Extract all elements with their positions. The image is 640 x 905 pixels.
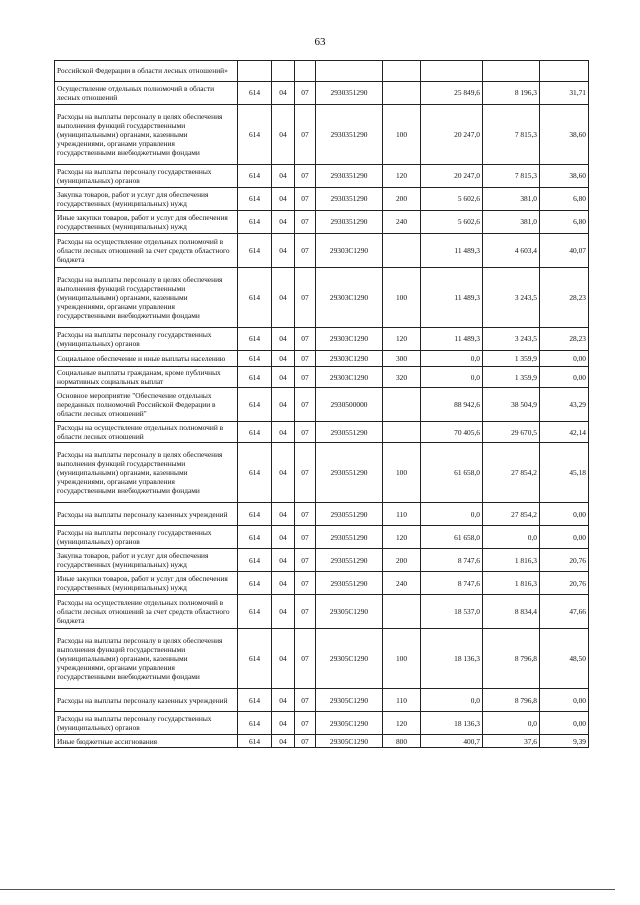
target-article-code: 2930551290 (316, 503, 383, 526)
table-row (55, 503, 589, 526)
subsection-code (295, 61, 316, 82)
expense-type-code: 110 (383, 689, 421, 712)
planned-amount: 61 658,0 (421, 443, 483, 503)
actual-amount: 29 670,5 (483, 422, 540, 443)
target-article-code: 2930351290 (316, 211, 383, 234)
table-row (55, 234, 589, 268)
execution-percent: 45,18 (540, 443, 589, 503)
row-name: Российской Федерации в области лесных отношений» (55, 61, 238, 82)
execution-percent: 0,00 (540, 367, 589, 388)
subsection-code: 07 (295, 165, 316, 188)
actual-amount: 1 816,3 (483, 572, 540, 595)
actual-amount: 3 243,5 (483, 268, 540, 328)
expense-type-code: 120 (383, 526, 421, 549)
table-row (55, 595, 589, 629)
expense-type-code: 800 (383, 735, 421, 748)
section-code: 04 (272, 188, 295, 211)
target-article-code: 29305С1290 (316, 595, 383, 629)
table-row (55, 572, 589, 595)
subsection-code: 07 (295, 549, 316, 572)
subsection-code: 07 (295, 351, 316, 367)
ved-code (238, 61, 272, 82)
target-article-code: 29305С1290 (316, 629, 383, 689)
subsection-code: 07 (295, 268, 316, 328)
table-row (55, 689, 589, 712)
target-article-code: 2930551290 (316, 572, 383, 595)
table-row (55, 526, 589, 549)
actual-amount: 38 504,9 (483, 388, 540, 422)
expense-type-code: 200 (383, 188, 421, 211)
target-article-code: 2930500000 (316, 388, 383, 422)
section-code: 04 (272, 165, 295, 188)
execution-percent: 42,14 (540, 422, 589, 443)
target-article-code (316, 61, 383, 82)
row-name: Иные закупки товаров, работ и услуг для обеспечения государственных (муниципальных) нужд (55, 572, 238, 595)
section-code: 04 (272, 503, 295, 526)
budget-table (54, 60, 589, 748)
execution-percent: 28,23 (540, 328, 589, 351)
subsection-code: 07 (295, 503, 316, 526)
row-name: Основное мероприятие "Обеспечение отдельных переданных полномочий Российской Федерации в области лесных отношений" (55, 388, 238, 422)
planned-amount: 11 489,3 (421, 328, 483, 351)
execution-percent: 31,71 (540, 82, 589, 105)
execution-percent: 0,00 (540, 526, 589, 549)
target-article-code: 2930351290 (316, 82, 383, 105)
row-name: Иные закупки товаров, работ и услуг для обеспечения государственных (муниципальных) нужд (55, 211, 238, 234)
planned-amount: 0,0 (421, 367, 483, 388)
actual-amount: 3 243,5 (483, 328, 540, 351)
table-body (55, 61, 589, 748)
actual-amount: 1 816,3 (483, 549, 540, 572)
planned-amount: 8 747,6 (421, 572, 483, 595)
ved-code: 614 (238, 82, 272, 105)
target-article-code: 29305С1290 (316, 735, 383, 748)
planned-amount: 0,0 (421, 689, 483, 712)
ved-code: 614 (238, 211, 272, 234)
actual-amount: 37,6 (483, 735, 540, 748)
ved-code: 614 (238, 234, 272, 268)
subsection-code: 07 (295, 367, 316, 388)
execution-percent: 40,07 (540, 234, 589, 268)
target-article-code: 29303С1290 (316, 328, 383, 351)
ved-code: 614 (238, 388, 272, 422)
actual-amount: 27 854,2 (483, 443, 540, 503)
ved-code: 614 (238, 422, 272, 443)
expense-type-code (383, 595, 421, 629)
section-code: 04 (272, 422, 295, 443)
section-code: 04 (272, 388, 295, 422)
ved-code: 614 (238, 572, 272, 595)
ved-code: 614 (238, 689, 272, 712)
planned-amount: 20 247,0 (421, 165, 483, 188)
target-article-code: 2930351290 (316, 105, 383, 165)
execution-percent: 0,00 (540, 712, 589, 735)
page-bottom-rule (0, 889, 615, 890)
planned-amount: 25 849,6 (421, 82, 483, 105)
expense-type-code: 200 (383, 549, 421, 572)
execution-percent: 38,60 (540, 105, 589, 165)
row-name: Расходы на выплаты персоналу государственных (муниципальных) органов (55, 712, 238, 735)
section-code: 04 (272, 629, 295, 689)
expense-type-code (383, 234, 421, 268)
row-name: Закупка товаров, работ и услуг для обеспечения государственных (муниципальных) нужд (55, 188, 238, 211)
subsection-code: 07 (295, 443, 316, 503)
row-name: Социальные выплаты гражданам, кроме публичных нормативных социальных выплат (55, 367, 238, 388)
section-code: 04 (272, 572, 295, 595)
table-row (55, 712, 589, 735)
row-name: Расходы на осуществление отдельных полномочий в области лесных отношений (55, 422, 238, 443)
expense-type-code: 120 (383, 165, 421, 188)
target-article-code: 29303С1290 (316, 234, 383, 268)
row-name: Расходы на выплаты персоналу в целях обеспечения выполнения функций государственными (муниципальными) органами, казенными учреждениями, органами управления государственными внебюджетными фондами (55, 629, 238, 689)
table-row (55, 629, 589, 689)
ved-code: 614 (238, 549, 272, 572)
planned-amount: 11 489,3 (421, 234, 483, 268)
subsection-code: 07 (295, 629, 316, 689)
expense-type-code: 300 (383, 351, 421, 367)
table-row (55, 351, 589, 367)
table-row (55, 268, 589, 328)
actual-amount: 0,0 (483, 712, 540, 735)
ved-code: 614 (238, 328, 272, 351)
expense-type-code: 100 (383, 105, 421, 165)
ved-code: 614 (238, 629, 272, 689)
actual-amount: 1 359,9 (483, 351, 540, 367)
planned-amount: 18 537,0 (421, 595, 483, 629)
section-code: 04 (272, 443, 295, 503)
section-code: 04 (272, 351, 295, 367)
ved-code: 614 (238, 712, 272, 735)
target-article-code: 2930551290 (316, 526, 383, 549)
section-code: 04 (272, 549, 295, 572)
row-name: Социальное обеспечение и иные выплаты населению (55, 351, 238, 367)
row-name: Расходы на выплаты персоналу в целях обеспечения выполнения функций государственными (муниципальными) органами, казенными учреждениями, органами управления государственными внебюджетными фондами (55, 105, 238, 165)
execution-percent: 43,29 (540, 388, 589, 422)
table-row (55, 328, 589, 351)
page-number: 63 (314, 36, 326, 48)
table-row (55, 82, 589, 105)
section-code: 04 (272, 82, 295, 105)
execution-percent (540, 61, 589, 82)
execution-percent: 20,76 (540, 572, 589, 595)
table-row (55, 211, 589, 234)
expense-type-code (383, 61, 421, 82)
ved-code: 614 (238, 503, 272, 526)
expense-type-code: 100 (383, 268, 421, 328)
section-code: 04 (272, 234, 295, 268)
table-row (55, 367, 589, 388)
planned-amount (421, 61, 483, 82)
subsection-code: 07 (295, 82, 316, 105)
planned-amount: 18 136,3 (421, 712, 483, 735)
target-article-code: 2930551290 (316, 443, 383, 503)
section-code (272, 61, 295, 82)
subsection-code: 07 (295, 211, 316, 234)
row-name: Закупка товаров, работ и услуг для обеспечения государственных (муниципальных) нужд (55, 549, 238, 572)
ved-code: 614 (238, 443, 272, 503)
subsection-code: 07 (295, 188, 316, 211)
section-code: 04 (272, 367, 295, 388)
subsection-code: 07 (295, 105, 316, 165)
ved-code: 614 (238, 367, 272, 388)
planned-amount: 8 747,6 (421, 549, 483, 572)
actual-amount: 381,0 (483, 188, 540, 211)
table-row (55, 735, 589, 748)
actual-amount: 381,0 (483, 211, 540, 234)
table-row (55, 388, 589, 422)
ved-code: 614 (238, 105, 272, 165)
subsection-code: 07 (295, 735, 316, 748)
table-row (55, 549, 589, 572)
actual-amount: 0,0 (483, 526, 540, 549)
execution-percent: 47,66 (540, 595, 589, 629)
actual-amount: 7 815,3 (483, 105, 540, 165)
expense-type-code: 120 (383, 328, 421, 351)
execution-percent: 28,23 (540, 268, 589, 328)
target-article-code: 29303С1290 (316, 351, 383, 367)
expense-type-code: 110 (383, 503, 421, 526)
section-code: 04 (272, 211, 295, 234)
planned-amount: 400,7 (421, 735, 483, 748)
row-name: Расходы на выплаты персоналу в целях обеспечения выполнения функций государственными (муниципальными) органами, казенными учреждениями, органами управления государственными внебюджетными фондами (55, 443, 238, 503)
table-row (55, 443, 589, 503)
expense-type-code (383, 422, 421, 443)
table-row (55, 422, 589, 443)
planned-amount: 5 602,6 (421, 188, 483, 211)
execution-percent: 38,60 (540, 165, 589, 188)
actual-amount: 8 196,3 (483, 82, 540, 105)
subsection-code: 07 (295, 595, 316, 629)
planned-amount: 0,0 (421, 351, 483, 367)
expense-type-code: 100 (383, 629, 421, 689)
expense-type-code: 120 (383, 712, 421, 735)
execution-percent: 6,80 (540, 211, 589, 234)
planned-amount: 20 247,0 (421, 105, 483, 165)
subsection-code: 07 (295, 328, 316, 351)
subsection-code: 07 (295, 388, 316, 422)
expense-type-code: 240 (383, 211, 421, 234)
row-name: Расходы на осуществление отдельных полномочий в области лесных отношений за счет средств областного бюджета (55, 595, 238, 629)
execution-percent: 0,00 (540, 503, 589, 526)
expense-type-code (383, 82, 421, 105)
ved-code: 614 (238, 526, 272, 549)
ved-code: 614 (238, 595, 272, 629)
table-row (55, 61, 589, 82)
target-article-code: 2930551290 (316, 422, 383, 443)
section-code: 04 (272, 268, 295, 328)
subsection-code: 07 (295, 422, 316, 443)
section-code: 04 (272, 689, 295, 712)
table-row (55, 105, 589, 165)
target-article-code: 2930551290 (316, 549, 383, 572)
row-name: Осуществление отдельных полномочий в области лесных отношений (55, 82, 238, 105)
ved-code: 614 (238, 351, 272, 367)
target-article-code: 29305С1290 (316, 689, 383, 712)
expense-type-code: 240 (383, 572, 421, 595)
row-name: Расходы на выплаты персоналу казенных учреждений (55, 503, 238, 526)
target-article-code: 2930351290 (316, 165, 383, 188)
execution-percent: 9,39 (540, 735, 589, 748)
section-code: 04 (272, 712, 295, 735)
subsection-code: 07 (295, 689, 316, 712)
execution-percent: 0,00 (540, 689, 589, 712)
actual-amount: 27 854,2 (483, 503, 540, 526)
ved-code: 614 (238, 268, 272, 328)
expense-type-code: 100 (383, 443, 421, 503)
row-name: Расходы на осуществление отдельных полномочий в области лесных отношений за счет средств областного бюджета (55, 234, 238, 268)
ved-code: 614 (238, 165, 272, 188)
section-code: 04 (272, 735, 295, 748)
target-article-code: 2930351290 (316, 188, 383, 211)
subsection-code: 07 (295, 526, 316, 549)
section-code: 04 (272, 328, 295, 351)
table-row (55, 188, 589, 211)
ved-code: 614 (238, 188, 272, 211)
section-code: 04 (272, 526, 295, 549)
row-name: Иные бюджетные ассигнования (55, 735, 238, 748)
planned-amount: 0,0 (421, 503, 483, 526)
actual-amount (483, 61, 540, 82)
row-name: Расходы на выплаты персоналу государственных (муниципальных) органов (55, 526, 238, 549)
ved-code: 614 (238, 735, 272, 748)
planned-amount: 70 405,6 (421, 422, 483, 443)
actual-amount: 8 796,8 (483, 629, 540, 689)
execution-percent: 20,76 (540, 549, 589, 572)
expense-type-code: 320 (383, 367, 421, 388)
row-name: Расходы на выплаты персоналу казенных учреждений (55, 689, 238, 712)
section-code: 04 (272, 595, 295, 629)
target-article-code: 29303С1290 (316, 367, 383, 388)
row-name: Расходы на выплаты персоналу государственных (муниципальных) органов (55, 328, 238, 351)
target-article-code: 29303С1290 (316, 268, 383, 328)
planned-amount: 88 942,6 (421, 388, 483, 422)
actual-amount: 1 359,9 (483, 367, 540, 388)
planned-amount: 18 136,3 (421, 629, 483, 689)
planned-amount: 5 602,6 (421, 211, 483, 234)
section-code: 04 (272, 105, 295, 165)
actual-amount: 8 796,8 (483, 689, 540, 712)
subsection-code: 07 (295, 572, 316, 595)
row-name: Расходы на выплаты персоналу государственных (муниципальных) органов (55, 165, 238, 188)
execution-percent: 6,80 (540, 188, 589, 211)
subsection-code: 07 (295, 712, 316, 735)
actual-amount: 8 834,4 (483, 595, 540, 629)
execution-percent: 0,00 (540, 351, 589, 367)
row-name: Расходы на выплаты персоналу в целях обеспечения выполнения функций государственными (муниципальными) органами, казенными учреждениями, органами управления государственными внебюджетными фондами (55, 268, 238, 328)
actual-amount: 4 603,4 (483, 234, 540, 268)
expense-type-code (383, 388, 421, 422)
planned-amount: 61 658,0 (421, 526, 483, 549)
execution-percent: 48,50 (540, 629, 589, 689)
subsection-code: 07 (295, 234, 316, 268)
planned-amount: 11 489,3 (421, 268, 483, 328)
actual-amount: 7 815,3 (483, 165, 540, 188)
target-article-code: 29305С1290 (316, 712, 383, 735)
table-row (55, 165, 589, 188)
